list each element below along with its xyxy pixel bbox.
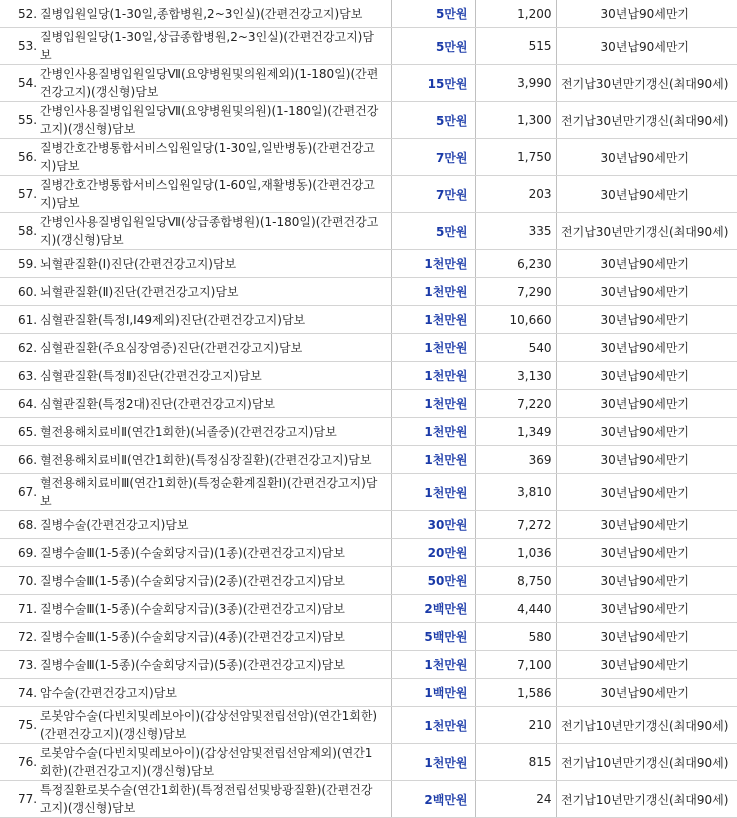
payment-term: 30년납90세만기	[556, 539, 737, 567]
premium-value: 1,036	[475, 539, 556, 567]
coverage-name: 간병인사용질병입원일당Ⅶ(요양병원및의원)(1-180일)(간편건강고지)(갱신형)담보	[40, 104, 379, 136]
coverage-name-wrap	[18, 367, 383, 385]
coverage-name-cell	[0, 334, 391, 362]
premium-value: 1,750	[475, 139, 556, 176]
coverage-name-wrap	[18, 656, 383, 674]
table-row	[0, 446, 737, 474]
row-number: 57.	[18, 187, 38, 201]
table-row	[0, 306, 737, 334]
table-row	[0, 418, 737, 446]
coverage-amount: 1천만원	[391, 651, 475, 679]
coverage-name-wrap	[18, 451, 383, 469]
table-row	[0, 139, 737, 176]
payment-term: 30년납90세만기	[556, 679, 737, 707]
payment-term: 30년납90세만기	[556, 362, 737, 390]
row-number: 65.	[18, 424, 38, 439]
premium-value: 3,990	[475, 65, 556, 102]
row-number: 68.	[18, 517, 38, 532]
coverage-name-wrap	[18, 311, 383, 329]
coverage-name: 질병입원일당(1-30일,상급종합병원,2~3인실)(간편건강고지)담보	[40, 30, 374, 62]
premium-value: 7,272	[475, 511, 556, 539]
table-row	[0, 65, 737, 102]
coverage-amount: 1천만원	[391, 390, 475, 418]
payment-term: 30년납90세만기	[556, 250, 737, 278]
row-number: 76.	[18, 755, 38, 769]
coverage-name-cell	[0, 418, 391, 446]
coverage-name-cell	[0, 539, 391, 567]
coverage-amount: 5만원	[391, 102, 475, 139]
row-number: 60.	[18, 284, 38, 299]
table-row	[0, 213, 737, 250]
coverage-name: 질병수술Ⅲ(1-5종)(수술회당지급)(1종)(간편건강고지)담보	[40, 545, 345, 560]
payment-term: 30년납90세만기	[556, 595, 737, 623]
row-number: 64.	[18, 396, 38, 411]
premium-value: 1,586	[475, 679, 556, 707]
premium-value: 1,349	[475, 418, 556, 446]
premium-value: 540	[475, 334, 556, 362]
coverage-name: 질병수술Ⅲ(1-5종)(수술회당지급)(5종)(간편건강고지)담보	[40, 657, 345, 672]
coverage-name-wrap	[18, 102, 383, 138]
coverage-name-cell	[0, 651, 391, 679]
coverage-amount: 1천만원	[391, 446, 475, 474]
coverage-name-wrap	[18, 139, 383, 175]
coverage-name-cell	[0, 567, 391, 595]
table-row	[0, 102, 737, 139]
row-number: 59.	[18, 256, 38, 271]
premium-value: 580	[475, 623, 556, 651]
row-number: 70.	[18, 573, 38, 588]
coverage-name-cell	[0, 176, 391, 213]
premium-value: 7,290	[475, 278, 556, 306]
coverage-amount: 7만원	[391, 139, 475, 176]
coverage-name: 뇌혈관질환(Ⅱ)진단(간편건강고지)담보	[40, 284, 239, 299]
coverage-name: 간병인사용질병입원일당Ⅶ(상급종합병원)(1-180일)(간편건강고지)(갱신형)담보	[40, 215, 379, 247]
payment-term: 전기납10년만기갱신(최대90세)	[556, 781, 737, 818]
payment-term: 30년납90세만기	[556, 651, 737, 679]
coverage-amount: 5백만원	[391, 623, 475, 651]
coverage-amount: 7만원	[391, 176, 475, 213]
coverage-name-wrap	[18, 744, 383, 780]
premium-value: 3,810	[475, 474, 556, 511]
coverage-amount: 1천만원	[391, 278, 475, 306]
coverage-amount: 15만원	[391, 65, 475, 102]
coverage-name-wrap	[18, 5, 383, 23]
coverage-name: 로봇암수술(다빈치및레보아이)(갑상선암및전립선암제외)(연간1회한)(간편건강고지)(갱신형)담보	[40, 746, 373, 778]
coverage-name-cell	[0, 28, 391, 65]
coverage-name-wrap	[18, 213, 383, 249]
payment-term: 30년납90세만기	[556, 176, 737, 213]
row-number: 66.	[18, 452, 38, 467]
table-row	[0, 176, 737, 213]
row-number: 53.	[18, 39, 38, 53]
coverage-name: 심혈관질환(특정Ⅰ,I49제외)진단(간편건강고지)담보	[40, 312, 306, 327]
table-row	[0, 744, 737, 781]
coverage-name-cell	[0, 707, 391, 744]
coverage-name-cell	[0, 595, 391, 623]
table-row	[0, 539, 737, 567]
premium-value: 10,660	[475, 306, 556, 334]
payment-term: 전기납10년만기갱신(최대90세)	[556, 707, 737, 744]
payment-term: 30년납90세만기	[556, 623, 737, 651]
coverage-name: 질병수술Ⅲ(1-5종)(수술회당지급)(4종)(간편건강고지)담보	[40, 629, 345, 644]
coverage-name-wrap	[18, 600, 383, 618]
row-number: 54.	[18, 76, 38, 90]
coverage-name-cell	[0, 744, 391, 781]
coverage-name-cell	[0, 781, 391, 818]
premium-value: 1,200	[475, 0, 556, 28]
coverage-amount: 1천만원	[391, 744, 475, 781]
premium-value: 210	[475, 707, 556, 744]
coverage-name: 질병간호간병통합서비스입원일당(1-60일,재활병동)(간편건강고지)담보	[40, 178, 375, 210]
row-number: 73.	[18, 657, 38, 672]
coverage-name: 질병수술Ⅲ(1-5종)(수술회당지급)(3종)(간편건강고지)담보	[40, 601, 345, 616]
row-number: 52.	[18, 6, 38, 21]
payment-term: 30년납90세만기	[556, 567, 737, 595]
coverage-amount: 1천만원	[391, 306, 475, 334]
coverage-amount: 30만원	[391, 511, 475, 539]
payment-term: 30년납90세만기	[556, 0, 737, 28]
row-number: 58.	[18, 224, 38, 238]
premium-value: 203	[475, 176, 556, 213]
row-number: 77.	[18, 792, 38, 806]
table-row	[0, 334, 737, 362]
coverage-name-cell	[0, 250, 391, 278]
row-number: 75.	[18, 718, 38, 732]
table-row	[0, 679, 737, 707]
payment-term: 전기납30년만기갱신(최대90세)	[556, 213, 737, 250]
coverage-amount: 1천만원	[391, 334, 475, 362]
coverage-name-wrap	[18, 176, 383, 212]
coverage-name: 특정질환로봇수술(연간1회한)(특정전립선및방광질환)(간편건강고지)(갱신형)담보	[40, 783, 373, 815]
table-row	[0, 511, 737, 539]
coverage-name-cell	[0, 446, 391, 474]
coverage-name-wrap	[18, 395, 383, 413]
coverage-name-cell	[0, 390, 391, 418]
payment-term: 30년납90세만기	[556, 306, 737, 334]
premium-value: 4,440	[475, 595, 556, 623]
premium-value: 8,750	[475, 567, 556, 595]
row-number: 55.	[18, 113, 38, 127]
coverage-name-cell	[0, 306, 391, 334]
coverage-amount: 1천만원	[391, 250, 475, 278]
coverage-name-wrap	[18, 423, 383, 441]
premium-value: 335	[475, 213, 556, 250]
coverage-name-wrap	[18, 684, 383, 702]
coverage-name-wrap	[18, 516, 383, 534]
premium-value: 1,300	[475, 102, 556, 139]
table-row	[0, 362, 737, 390]
coverage-name-wrap	[18, 28, 383, 64]
coverage-name: 질병수술Ⅲ(1-5종)(수술회당지급)(2종)(간편건강고지)담보	[40, 573, 345, 588]
payment-term: 30년납90세만기	[556, 139, 737, 176]
coverage-name: 로봇암수술(다빈치및레보아이)(갑상선암및전립선암)(연간1회한)(간편건강고지)(갱신형)담보	[40, 709, 378, 741]
coverage-amount: 1백만원	[391, 679, 475, 707]
table-row	[0, 474, 737, 511]
premium-value: 3,130	[475, 362, 556, 390]
premium-value: 7,220	[475, 390, 556, 418]
payment-term: 전기납10년만기갱신(최대90세)	[556, 744, 737, 781]
coverage-name-wrap	[18, 572, 383, 590]
coverage-name-cell	[0, 623, 391, 651]
table-row	[0, 250, 737, 278]
coverage-amount: 1천만원	[391, 707, 475, 744]
coverage-name: 간병인사용질병입원일당Ⅶ(요양병원및의원제외)(1-180일)(간편건강고지)(갱신형)담보	[40, 67, 379, 99]
coverage-amount: 1천만원	[391, 418, 475, 446]
row-number: 71.	[18, 601, 38, 616]
premium-value: 24	[475, 781, 556, 818]
coverage-name-cell	[0, 278, 391, 306]
coverage-name: 혈전용해치료비Ⅱ(연간1회한)(뇌졸중)(간편건강고지)담보	[40, 424, 337, 439]
coverage-name-wrap	[18, 781, 383, 817]
row-number: 72.	[18, 629, 38, 644]
table-row	[0, 707, 737, 744]
coverage-name-cell	[0, 0, 391, 28]
coverage-name: 혈전용해치료비Ⅲ(연간1회한)(특정순환계질환Ⅰ)(간편건강고지)담보	[40, 476, 378, 508]
coverage-name: 혈전용해치료비Ⅱ(연간1회한)(특정심장질환)(간편건강고지)담보	[40, 452, 372, 467]
table-row	[0, 278, 737, 306]
premium-value: 6,230	[475, 250, 556, 278]
row-number: 56.	[18, 150, 38, 164]
coverage-name-wrap	[18, 707, 383, 743]
payment-term: 30년납90세만기	[556, 278, 737, 306]
coverage-amount: 1천만원	[391, 362, 475, 390]
coverage-name-wrap	[18, 255, 383, 273]
coverage-name-cell	[0, 213, 391, 250]
coverage-name: 질병수술(간편건강고지)담보	[40, 517, 189, 532]
coverage-amount: 50만원	[391, 567, 475, 595]
coverage-name-wrap	[18, 474, 383, 510]
coverage-name-wrap	[18, 544, 383, 562]
coverage-name-cell	[0, 474, 391, 511]
table-row	[0, 0, 737, 28]
coverage-name-cell	[0, 679, 391, 707]
coverage-amount: 1천만원	[391, 474, 475, 511]
coverage-name: 심혈관질환(주요심장염증)진단(간편건강고지)담보	[40, 340, 303, 355]
table-row	[0, 567, 737, 595]
payment-term: 30년납90세만기	[556, 511, 737, 539]
coverage-name: 뇌혈관질환(Ⅰ)진단(간편건강고지)담보	[40, 256, 237, 271]
premium-value: 7,100	[475, 651, 556, 679]
row-number: 74.	[18, 685, 38, 700]
coverage-name: 심혈관질환(특정Ⅱ)진단(간편건강고지)담보	[40, 368, 262, 383]
coverage-name-wrap	[18, 628, 383, 646]
coverage-amount: 2백만원	[391, 781, 475, 818]
coverage-name-cell	[0, 362, 391, 390]
payment-term: 30년납90세만기	[556, 390, 737, 418]
coverage-name-cell	[0, 139, 391, 176]
coverage-amount: 20만원	[391, 539, 475, 567]
premium-value: 369	[475, 446, 556, 474]
payment-term: 30년납90세만기	[556, 474, 737, 511]
payment-term: 30년납90세만기	[556, 446, 737, 474]
row-number: 61.	[18, 312, 38, 327]
table-row	[0, 390, 737, 418]
payment-term: 30년납90세만기	[556, 334, 737, 362]
table-row	[0, 781, 737, 818]
coverage-amount: 5만원	[391, 0, 475, 28]
table-row	[0, 651, 737, 679]
payment-term: 전기납30년만기갱신(최대90세)	[556, 65, 737, 102]
coverage-name: 질병입원일당(1-30일,종합병원,2~3인실)(간편건강고지)담보	[40, 6, 363, 21]
coverage-name-wrap	[18, 339, 383, 357]
row-number: 62.	[18, 340, 38, 355]
row-number: 67.	[18, 485, 38, 499]
payment-term: 30년납90세만기	[556, 28, 737, 65]
coverage-amount: 2백만원	[391, 595, 475, 623]
coverage-name: 심혈관질환(특정2대)진단(간편건강고지)담보	[40, 396, 276, 411]
coverage-name: 암수술(간편건강고지)담보	[40, 685, 177, 700]
premium-value: 515	[475, 28, 556, 65]
premium-value: 815	[475, 744, 556, 781]
coverage-name-wrap	[18, 283, 383, 301]
coverage-name-cell	[0, 511, 391, 539]
table-row	[0, 28, 737, 65]
coverage-name-cell	[0, 102, 391, 139]
coverage-amount: 5만원	[391, 28, 475, 65]
table-row	[0, 595, 737, 623]
payment-term: 30년납90세만기	[556, 418, 737, 446]
coverage-name-cell	[0, 65, 391, 102]
coverage-name-wrap	[18, 65, 383, 101]
payment-term: 전기납30년만기갱신(최대90세)	[556, 102, 737, 139]
row-number: 63.	[18, 368, 38, 383]
coverage-name: 질병간호간병통합서비스입원일당(1-30일,일반병동)(간편건강고지)담보	[40, 141, 375, 173]
row-number: 69.	[18, 545, 38, 560]
coverage-amount: 5만원	[391, 213, 475, 250]
table-row	[0, 623, 737, 651]
